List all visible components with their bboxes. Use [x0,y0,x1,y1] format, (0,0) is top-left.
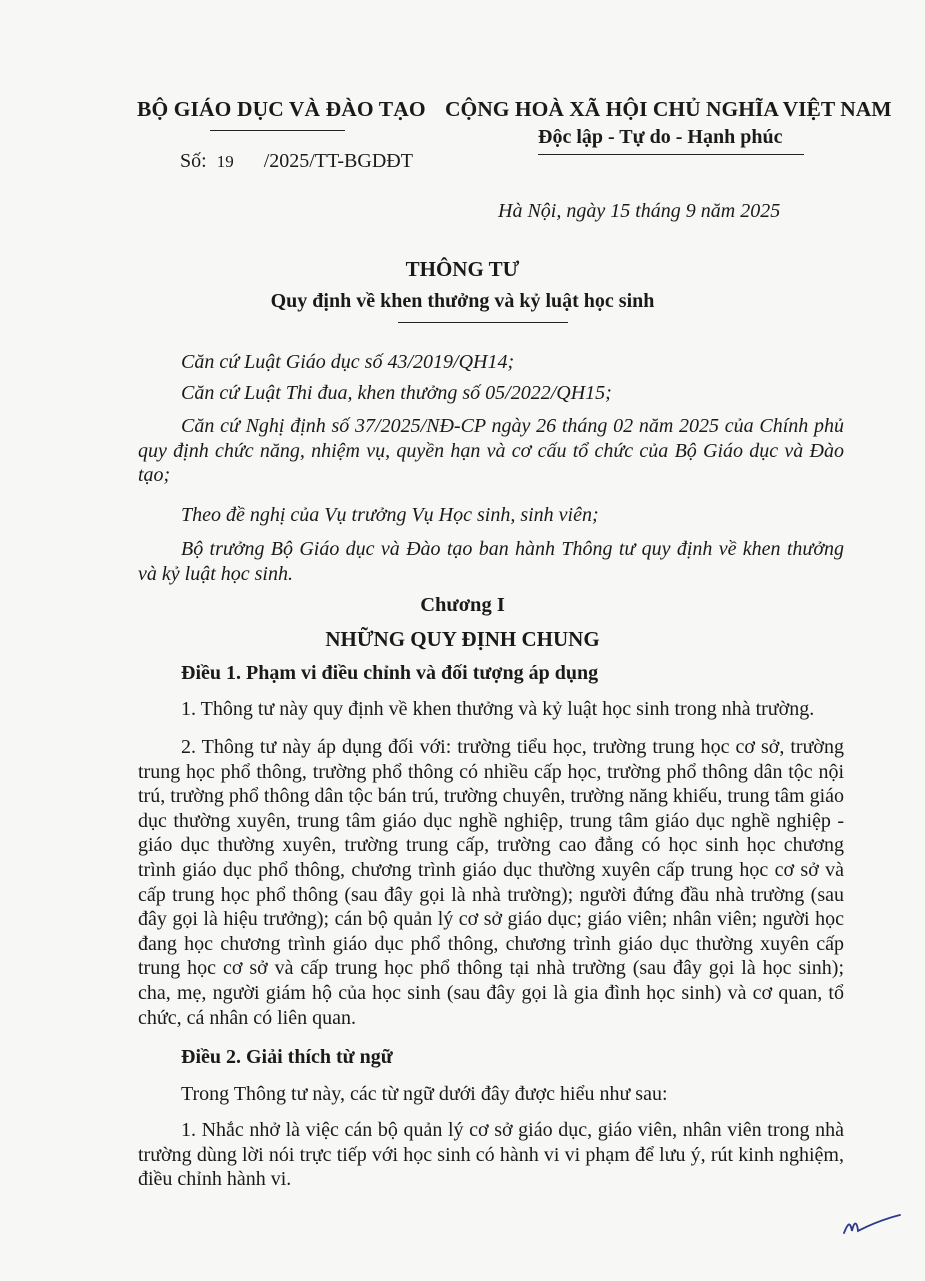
document-subtitle: Quy định về khen thưởng và kỷ luật học sinh [270,290,655,312]
date-line: Hà Nội, ngày 15 tháng 9 năm 2025 [498,200,781,222]
preamble-line-5: Bộ trưởng Bộ Giáo dục và Đào tạo ban hành Thông tư quy định về khen thưởng và kỷ luật học sinh. [138,538,844,585]
motto-underline [538,154,804,155]
article-2-clause-1: 1. Nhắc nhở là việc cán bộ quản lý cơ sở giáo dục, giáo viên, nhân viên trong nhà trường dùng lời nói trực tiếp với học sinh có hành vi vi phạm để lưu ý, rút kinh nghiệm, điều chỉnh hành vi. [138,1119,844,1191]
article-1-clause-1: 1. Thông tư này quy định về khen thưởng và kỷ luật học sinh trong nhà trường. [181,698,815,720]
national-motto: Độc lập - Tự do - Hạnh phúc [538,126,783,148]
article-1-heading: Điều 1. Phạm vi điều chỉnh và đối tượng áp dụng [181,662,599,684]
preamble-line-3: Căn cứ Nghị định số 37/2025/NĐ-CP ngày 26 tháng 02 năm 2025 của Chính phủ quy định chức năng, nhiệm vụ, quyền hạn và cơ cấu tổ chức của Bộ Giáo dục và Đào tạo; [138,415,844,487]
preamble-line-1: Căn cứ Luật Giáo dục số 43/2019/QH14; [181,351,515,373]
initial-signature-mark [842,1213,904,1239]
republic-name: CỘNG HOÀ XÃ HỘI CHỦ NGHĨA VIỆT NAM [445,97,892,121]
article-1-clause-2: 2. Thông tư này áp dụng đối với: trường tiểu học, trường trung học cơ sở, trường trung học phổ thông, trường phổ thông có nhiều cấp học, trường phổ thông dân tộc nội trú, trường phổ thông dân tộc bán trú, trường chuyên, trường năng khiếu, trung tâm giáo dục thường xuyên, trung tâm giáo dục nghề nghiệp, trung tâm giáo dục nghề nghiệp - giáo dục thường xuyên, trường trung cấp, trường cao đẳng có học sinh học chương trình giáo dục phổ thông, chương trình giáo dục thường xuyên cấp trung học cơ sở và cấp trung học phổ thông (sau đây gọi là nhà trường); người đứng đầu nhà trường (sau đây gọi là hiệu trưởng); cán bộ quản lý cơ sở giáo dục; giáo viên; nhân viên; người học đang học chương trình giáo dục phổ thông, chương trình giáo dục thường xuyên cấp trung học cơ sở và cấp trung học phổ thông tại nhà trường (sau đây gọi là học sinh); cha, mẹ, người giám hộ của học sinh (sau đây gọi là gia đình học sinh) và cơ quan, tổ chức, cá nhân có liên quan. [138,736,844,1029]
subtitle-underline [398,322,568,323]
chapter-label: Chương I [420,594,505,616]
preamble-line-2: Căn cứ Luật Thi đua, khen thưởng số 05/2022/QH15; [181,382,612,404]
article-2-heading: Điều 2. Giải thích từ ngữ [181,1046,393,1068]
document-number [180,150,413,173]
chapter-title: NHỮNG QUY ĐỊNH CHUNG [325,627,600,651]
ministry-name: BỘ GIÁO DỤC VÀ ĐÀO TẠO [137,97,426,121]
document-number-suffix: /2025/TT-BGDĐT [263,150,413,172]
ministry-underline [210,130,345,131]
article-2-intro: Trong Thông tư này, các từ ngữ dưới đây được hiểu như sau: [181,1083,668,1105]
document-number-value: 19 [216,152,234,171]
document-title: THÔNG TƯ [405,257,520,281]
document-number-label: Số: [180,150,207,172]
preamble-line-4: Theo đề nghị của Vụ trưởng Vụ Học sinh, sinh viên; [181,504,599,526]
